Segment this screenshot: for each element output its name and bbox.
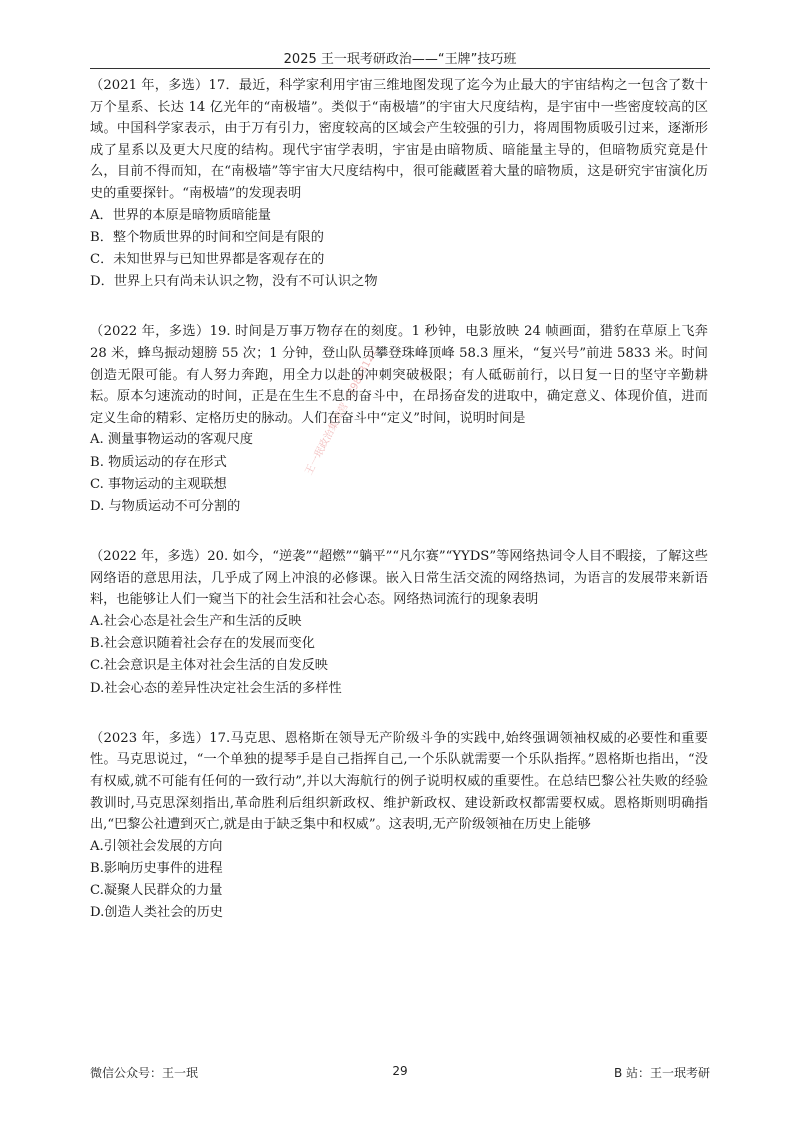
option-d: D．世界上只有尚未认识之物，没有不可认识之物: [90, 274, 378, 290]
option-a: A. 测量事物运动的客观尺度: [90, 432, 253, 448]
option-b: B.社会意识随着社会存在的发展而变化: [90, 636, 315, 652]
question-2021-17: [90, 75, 708, 293]
option-b: B.影响历史事件的进程: [90, 860, 223, 876]
page-footer: [90, 1064, 710, 1082]
option-c: C.社会意识是主体对社会生活的自发反映: [90, 658, 328, 674]
question-source: （2022 年，多选）: [90, 324, 210, 340]
page-header: 2025 王一珉考研政治——“王牌”技巧班: [283, 52, 517, 67]
question-stem: [90, 75, 708, 205]
option-c: C．未知世界与已知世界都是客观存在的: [90, 251, 325, 267]
footer-bilibili: B 站：王一珉考研: [613, 1066, 710, 1080]
page-content: [90, 75, 708, 955]
question-2022-19: [90, 321, 708, 518]
page-number: 29: [392, 1064, 408, 1078]
option-c: C. 事物运动的主观联想: [90, 476, 227, 492]
question-stem: [90, 728, 708, 836]
question-source: （2021 年，多选）: [90, 78, 209, 93]
header-divider: [90, 68, 710, 69]
option-b: B．整个物质世界的时间和空间是有限的: [90, 229, 324, 245]
question-stem: [90, 546, 708, 611]
option-list: [90, 611, 708, 700]
question-2022-20: [90, 546, 708, 700]
option-a: A.引领社会发展的方向: [90, 838, 223, 854]
option-a: A.社会心态是社会生产和生活的反映: [90, 613, 302, 629]
question-text: 17.马克思、恩格斯在领导无产阶级斗争的实践中,始终强调领袖权威的必要性和重要性。马克思说过，“一个单独的提琴手是自己指挥自己,一个乐队就需要一个乐队指挥。”恩格斯也指出，“没有权威,就不可能有任何的一致行动”,并以大海航行的例子说明权威的重要性。在总结巴黎公社失败的经验教训时,马克思深刻指出,革命胜利后组织新政权、维护新政权、建设新政权都需要权威。恩格斯则明确指出,“巴黎公社遭到灭亡,就是由于缺乏集中和权威”。这表明,无产阶级领袖在历史上能够: [90, 730, 708, 833]
question-source: （2023 年，多选）: [90, 730, 210, 746]
question-source: （2022 年，多选）: [90, 549, 208, 565]
option-list: [90, 205, 708, 294]
option-d: D. 与物质运动不可分割的: [90, 498, 241, 514]
question-2023-17: [90, 728, 708, 925]
question-text: 17．最近，科学家利用宇宙三维地图发现了迄今为止最大的宇宙结构之一包含了数十万个星系、长达 14 亿光年的“南极墙”。类似于“南极墙”的宇宙大尺度结构，是宇宙中一些密度较高的区域。中国科学家表示，由于万有引力，密度较高的区域会产生较强的引力，将周围物质吸引过来，逐渐形成了星系以及更大尺度的结构。现代宇宙学表明，宇宙是由暗物质、暗能量主导的，但暗物质究竟是什么，目前不得而知，在“南极墙”等宇宙大尺度结构中，很可能藏匿着大量的暗物质，这是研究宇宙演化历史的重要探针。“南极墙”的发现表明: [90, 78, 708, 201]
question-text: 20. 如今，“逆袭”“超燃”“躺平”“凡尔赛”“YYDS”等网络热词令人目不暇接，了解这些网络语的意思用法，几乎成了网上冲浪的必修课。嵌入日常生活交流的网络热词，为语言的发展带来新语料，也能够让人们一窥当下的社会生活和社会心态。网络热词流行的现象表明: [90, 549, 708, 608]
option-c: C.凝聚人民群众的力量: [90, 883, 223, 899]
option-b: B. 物质运动的存在形式: [90, 454, 227, 470]
watermark: 王一珉政治集训营（89843121）: [303, 338, 385, 478]
option-list: [90, 836, 708, 925]
option-list: [90, 429, 708, 518]
option-d: D.社会心态的差异性决定社会生活的多样性: [90, 680, 342, 696]
question-text: 19. 时间是万事万物存在的刻度。1 秒钟，电影放映 24 帧画面，猎豹在草原上飞奔 28 米，蜂鸟振动翅膀 55 次；1 分钟，登山队员攀登珠峰顶峰 58.3 厘米，“复兴号”前进 5833 米。时间创造无限可能。有人努力奔跑，用全力以赴的冲刺突破极限；有人砥砺前行，以日复一日的坚守辛勤耕耘。原本匀速流动的时间，正是在生生不息的奋斗中，在昂扬奋发的进取中，确定意义、体现价值，进而定义生命的精彩、定格历史的脉动。人们在奋斗中“定义”时间，说明时间是: [90, 324, 708, 426]
footer-wechat: 微信公众号：王一珉: [90, 1066, 199, 1080]
option-a: A．世界的本原是暗物质暗能量: [90, 207, 271, 223]
option-d: D.创造人类社会的历史: [90, 905, 223, 921]
question-stem: [90, 321, 708, 429]
